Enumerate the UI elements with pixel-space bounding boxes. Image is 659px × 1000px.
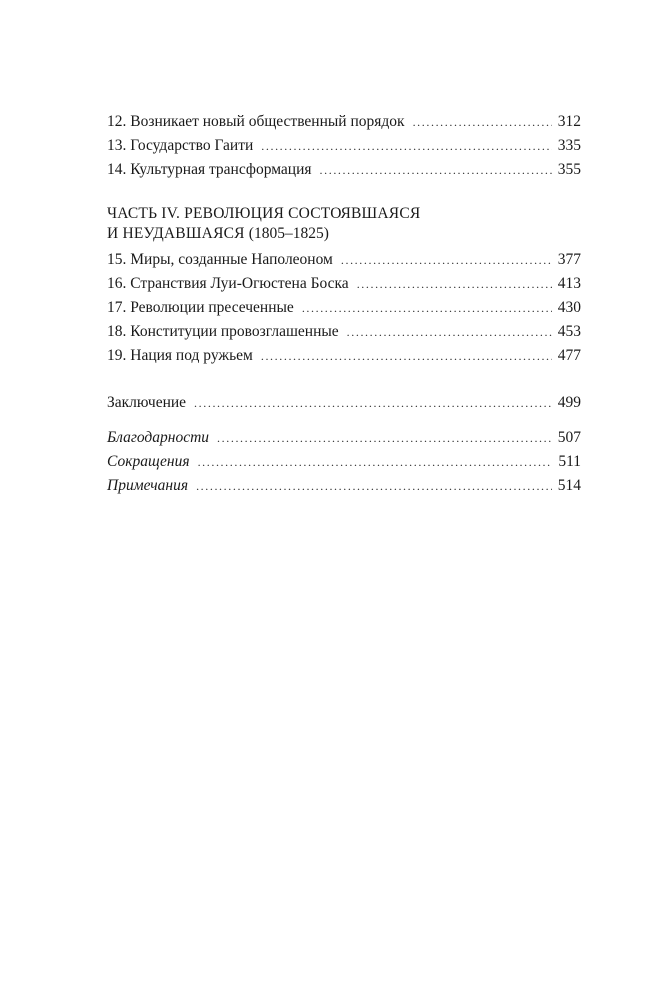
toc-entry-title: 17. Революции пресеченные (107, 299, 294, 316)
table-of-contents (107, 110, 581, 498)
dot-leader (413, 110, 552, 134)
dot-leader (347, 320, 552, 344)
toc-page-number: 453 (557, 323, 581, 340)
toc-entry-conclusion (107, 391, 581, 415)
toc-entry-title: 12. Возникает новый общественный порядок (107, 113, 405, 130)
toc-entry-title: Примечания (107, 477, 189, 494)
toc-entry-chapter-18 (107, 320, 581, 344)
toc-entry-title: 14. Культурная трансформация (107, 161, 312, 178)
toc-page-number: 335 (557, 137, 581, 154)
toc-entry-title: Благодарности (107, 429, 210, 446)
toc-entry-title: 13. Государство Гаити (107, 137, 254, 154)
dot-leader (217, 426, 552, 450)
toc-page-number: 413 (557, 275, 581, 292)
part-heading-line-1: ЧАСТЬ IV. РЕВОЛЮЦИЯ СОСТОЯВШАЯСЯ (107, 205, 421, 222)
dot-leader (357, 272, 552, 296)
toc-page-number: 477 (557, 347, 581, 364)
part-heading (107, 204, 581, 244)
dot-leader (302, 296, 552, 320)
toc-entry-chapter-14 (107, 158, 581, 182)
toc-page-number: 312 (557, 113, 581, 130)
toc-entry-title: 19. Нация под ружьем (107, 347, 253, 364)
toc-entry-title: 15. Миры, созданные Наполеоном (107, 251, 333, 268)
toc-entry-abbreviations (107, 450, 581, 474)
spacer (107, 368, 581, 391)
dot-leader (194, 391, 552, 415)
toc-entry-chapter-12 (107, 110, 581, 134)
part-heading-line-2-caps: И НЕУДАВШАЯСЯ (107, 225, 245, 242)
dot-leader (320, 158, 552, 182)
dot-leader (341, 248, 552, 272)
toc-entry-acknowledgements (107, 426, 581, 450)
toc-page-number: 377 (557, 251, 581, 268)
toc-page-number: 507 (557, 429, 581, 446)
toc-entry-title: 16. Странствия Луи-Огюстена Боска (107, 275, 349, 292)
part-heading-years: (1805–1825) (248, 225, 329, 242)
toc-entry-title: Заключение (107, 394, 187, 411)
toc-entry-chapter-17 (107, 296, 581, 320)
toc-entry-chapter-13 (107, 134, 581, 158)
dot-leader (196, 474, 552, 498)
dot-leader (198, 450, 553, 474)
toc-entry-chapter-16 (107, 272, 581, 296)
toc-entry-title: Сокращения (107, 453, 190, 470)
toc-page-number: 430 (557, 299, 581, 316)
dot-leader (261, 344, 552, 368)
spacer (107, 182, 581, 204)
toc-entry-chapter-19 (107, 344, 581, 368)
toc-page-number: 499 (557, 394, 581, 411)
toc-page-number: 514 (557, 477, 581, 494)
toc-page-number: 355 (557, 161, 581, 178)
part-heading-line-2 (107, 224, 581, 244)
dot-leader (261, 134, 551, 158)
toc-page-number: 511 (558, 453, 581, 470)
toc-entry-title: 18. Конституции провозглашенные (107, 323, 339, 340)
toc-entry-notes (107, 474, 581, 498)
toc-entry-chapter-15 (107, 248, 581, 272)
spacer (107, 415, 581, 426)
